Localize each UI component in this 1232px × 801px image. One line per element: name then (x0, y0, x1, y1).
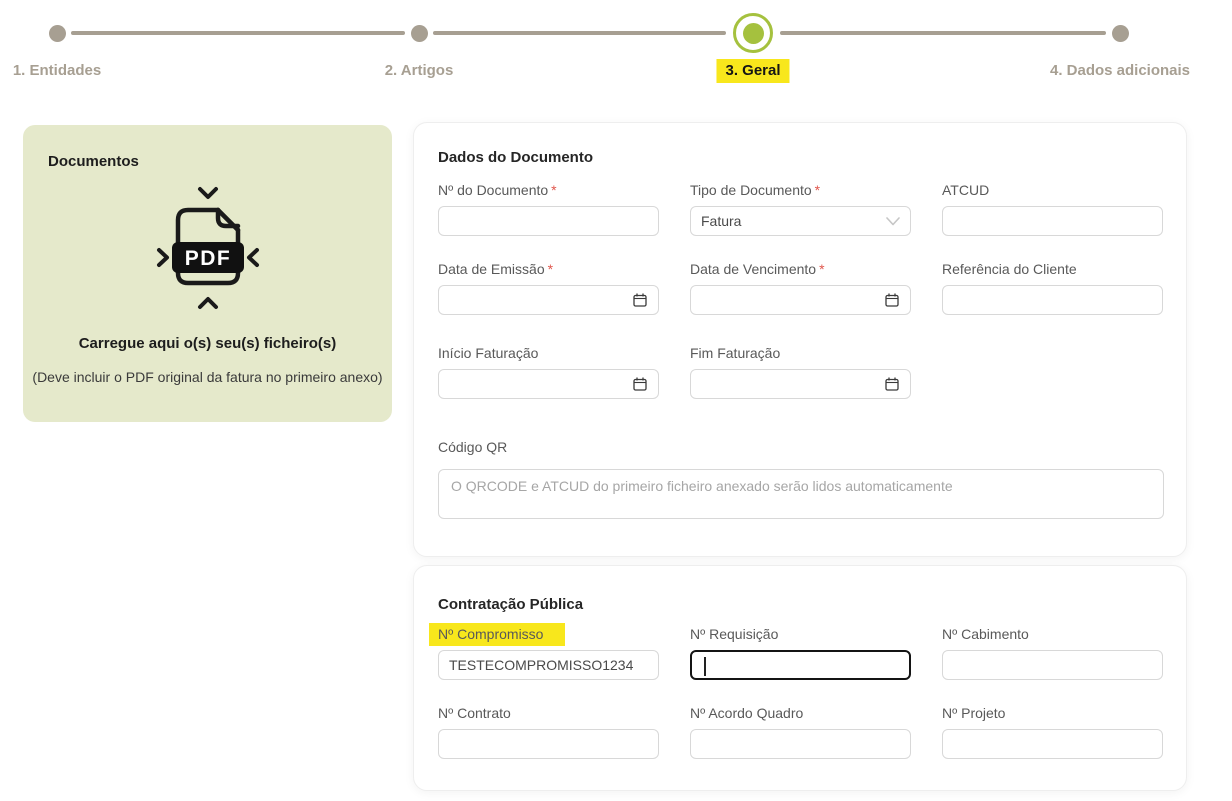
atcud-label (942, 182, 1163, 199)
label-text: Nº Requisição (690, 626, 779, 642)
public-procurement-card (413, 565, 1187, 791)
contrato-input-box (438, 729, 659, 759)
data-vencimento-input[interactable] (701, 292, 878, 308)
field-inicio-faturacao (438, 345, 659, 399)
upload-caption: Carregue aqui o(s) seu(s) ficheiro(s) (78, 335, 337, 352)
step-label-artigos[interactable]: 2. Artigos (384, 62, 454, 79)
label-text: Fim Faturação (690, 345, 781, 361)
calendar-icon[interactable] (884, 376, 900, 392)
upload-note: (Deve incluir o PDF original da fatura no primeiro anexo) (32, 369, 383, 385)
compromisso-input[interactable] (449, 657, 648, 673)
tipo-documento-label (690, 182, 911, 199)
field-requisicao (690, 626, 911, 680)
contrato-input[interactable] (449, 736, 648, 752)
public-procurement-title: Contratação Pública (438, 596, 584, 613)
field-referencia-cliente (942, 261, 1163, 315)
chevron-right-icon (159, 250, 167, 265)
field-cabimento (942, 626, 1163, 680)
label-text: Código QR (438, 439, 508, 455)
requisicao-input-box-focused (690, 650, 911, 680)
data-emissao-input[interactable] (449, 292, 626, 308)
document-data-card (413, 122, 1187, 557)
wizard-stepper (0, 0, 1232, 100)
data-emissao-input-box (438, 285, 659, 315)
projeto-input[interactable] (953, 736, 1152, 752)
requisicao-label (690, 626, 911, 643)
pdf-file-upload-icon (138, 183, 278, 313)
atcud-input[interactable] (953, 213, 1152, 229)
data-emissao-label (438, 261, 659, 278)
compromisso-input-box (438, 650, 659, 680)
numero-documento-label (438, 182, 659, 199)
referencia-cliente-input[interactable] (953, 292, 1152, 308)
codigo-qr-textarea[interactable] (438, 469, 1164, 519)
label-text: Nº do Documento (438, 182, 549, 198)
cabimento-input-box (942, 650, 1163, 680)
numero-documento-input[interactable] (449, 213, 648, 229)
contrato-label (438, 705, 659, 722)
label-text: Nº Acordo Quadro (690, 705, 804, 721)
label-text: Início Faturação (438, 345, 539, 361)
label-text: Nº Cabimento (942, 626, 1029, 642)
codigo-qr-label (438, 439, 1162, 456)
chevron-down-icon (886, 217, 900, 226)
cabimento-label (942, 626, 1163, 643)
stepper-connector (71, 31, 405, 35)
atcud-input-box (942, 206, 1163, 236)
required-asterisk: * (551, 182, 557, 198)
label-text: Data de Emissão (438, 261, 545, 277)
field-atcud (942, 182, 1163, 236)
inicio-faturacao-label (438, 345, 659, 362)
field-data-emissao (438, 261, 659, 315)
fim-faturacao-input-box (690, 369, 911, 399)
referencia-cliente-label (942, 261, 1163, 278)
field-codigo-qr (438, 439, 1162, 524)
field-contrato (438, 705, 659, 759)
chevron-up-icon (200, 299, 216, 307)
acordo-quadro-label (690, 705, 911, 722)
step-label-dados-adicionais[interactable]: 4. Dados adicionais (1049, 62, 1191, 79)
data-vencimento-input-box (690, 285, 911, 315)
fim-faturacao-label (690, 345, 911, 362)
pdf-band-label: PDF (184, 247, 231, 270)
inicio-faturacao-input[interactable] (449, 376, 626, 392)
upload-panel-title: Documentos (48, 153, 139, 170)
label-text: Data de Vencimento (690, 261, 817, 277)
acordo-quadro-input-box (690, 729, 911, 759)
label-text: Nº Projeto (942, 705, 1006, 721)
requisicao-input[interactable] (702, 657, 899, 673)
tipo-documento-selected-value: Fatura (701, 213, 742, 229)
inicio-faturacao-input-box (438, 369, 659, 399)
step-dot-geral-active[interactable] (733, 13, 773, 53)
documents-upload-dropzone[interactable] (23, 125, 392, 422)
field-data-vencimento (690, 261, 911, 315)
numero-documento-input-box (438, 206, 659, 236)
step-dot-dados-adicionais[interactable] (1112, 25, 1129, 42)
field-numero-documento (438, 182, 659, 236)
label-text: Referência do Cliente (942, 261, 1077, 277)
required-asterisk: * (814, 182, 821, 198)
data-vencimento-label (690, 261, 911, 278)
field-tipo-documento (690, 182, 911, 236)
stepper-connector (433, 31, 726, 35)
label-text: ATCUD (942, 182, 990, 198)
required-asterisk: * (819, 261, 825, 277)
step-dot-entidades[interactable] (49, 25, 66, 42)
projeto-label (942, 705, 1163, 722)
document-data-title: Dados do Documento (438, 149, 594, 166)
fim-faturacao-input[interactable] (701, 376, 878, 392)
field-projeto (942, 705, 1163, 759)
projeto-input-box (942, 729, 1163, 759)
label-text: Nº Contrato (438, 705, 511, 721)
compromisso-label (438, 626, 659, 643)
acordo-quadro-input[interactable] (701, 736, 900, 752)
step-label-entidades[interactable]: 1. Entidades (12, 62, 102, 79)
field-compromisso (438, 626, 659, 680)
tipo-documento-select[interactable] (690, 206, 911, 236)
text-caret (704, 657, 706, 676)
step-label-geral[interactable]: 3. Geral (716, 59, 789, 83)
chevron-down-icon (200, 189, 216, 197)
stepper-connector (780, 31, 1106, 35)
field-acordo-quadro (690, 705, 911, 759)
chevron-left-icon (249, 250, 257, 265)
calendar-icon[interactable] (884, 292, 900, 308)
field-fim-faturacao (690, 345, 911, 399)
highlighted-label-text: Nº Compromisso (429, 623, 565, 646)
label-text: Tipo de Documento (690, 182, 812, 198)
cabimento-input[interactable] (953, 657, 1152, 673)
required-asterisk: * (547, 261, 554, 277)
referencia-cliente-input-box (942, 285, 1163, 315)
step-dot-geral-inner (743, 23, 764, 44)
calendar-icon[interactable] (632, 292, 648, 308)
step-dot-artigos[interactable] (411, 25, 428, 42)
calendar-icon[interactable] (632, 376, 648, 392)
